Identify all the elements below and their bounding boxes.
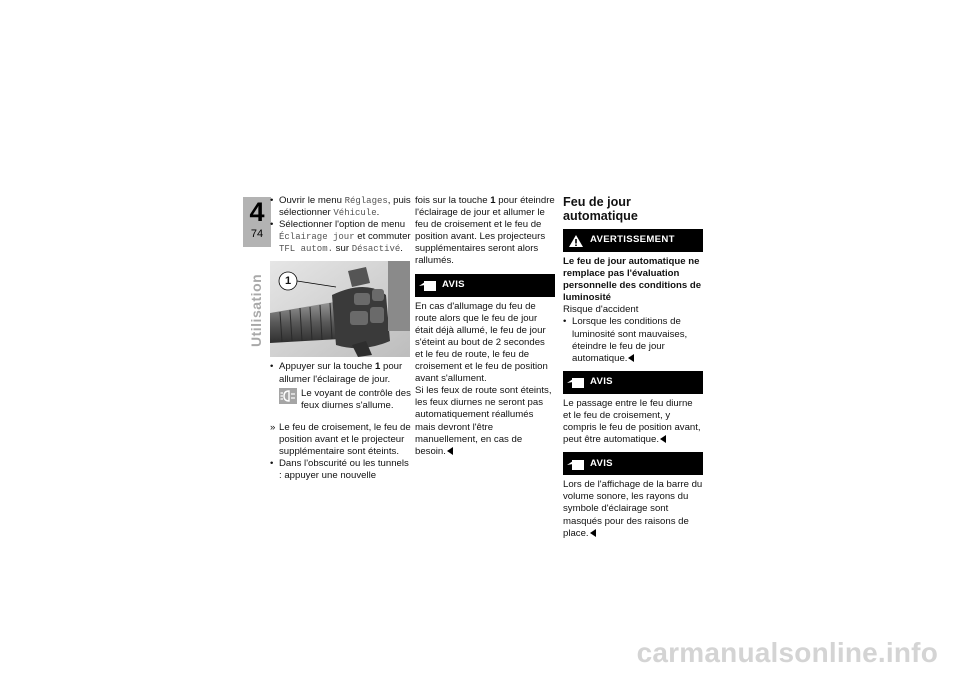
callout-number: 1 bbox=[284, 275, 292, 288]
warning-title: AVERTISSEMENT bbox=[590, 234, 675, 246]
indicator-text: Le voyant de contrôle des feux diurnes s'allume. bbox=[301, 387, 411, 411]
end-of-section-icon bbox=[590, 529, 596, 537]
end-of-section-icon bbox=[660, 435, 666, 443]
notice-box bbox=[415, 274, 555, 297]
warning-box bbox=[563, 229, 703, 252]
notice-title-1: AVIS bbox=[590, 376, 613, 388]
notice-2-text: Lors de l'affichage de la barre du volume sonore, les rayons du symbole d'éclairage sont masqués pour des raisons de place. bbox=[563, 479, 703, 539]
chapter-label: Utilisation bbox=[248, 273, 264, 347]
end-of-section-icon bbox=[447, 447, 453, 455]
menu-name: Réglages bbox=[344, 196, 388, 206]
key-number: 1 bbox=[375, 361, 381, 373]
column-2 bbox=[415, 195, 555, 458]
notice-text-1: En cas d'allumage du feu de route alors que le feu de jour était déjà allumé, le feu de jour s'éteint au bout de 2 secondes et le feu de route, le feu de croisement et le feu de position avant s'allument. bbox=[415, 300, 548, 385]
column-1 bbox=[270, 195, 412, 482]
hand-note-icon bbox=[418, 276, 438, 294]
warning-subhead: Le feu de jour automatique ne remplace pas l'évaluation personnelle des conditions de luminosité bbox=[563, 256, 702, 304]
continuation-text: fois sur la touche 1 pour éteindre l'éclairage de jour et allumer le feu de croisement et le feu de position avant. Les projecteurs supplémentaires seront alors rallumés. bbox=[415, 195, 555, 267]
option-from: TFL autom. bbox=[279, 244, 334, 255]
notice-box-1 bbox=[563, 371, 703, 394]
indicator-note bbox=[279, 388, 412, 412]
option-to: Désactivé bbox=[351, 244, 401, 255]
warning-risk: Risque d'accident bbox=[563, 304, 639, 316]
step-open-menu: • Ouvrir le menu Réglages, puis sélectionner Véhicule. bbox=[270, 195, 412, 219]
step-tunnel: • Dans l'obscurité ou les tunnels : appuyer une nouvelle bbox=[270, 458, 412, 482]
step-press-key: • Appuyer sur la touche 1 pour allumer l'éclairage de jour. bbox=[270, 361, 412, 385]
result-text: » Le feu de croisement, le feu de position avant et le projecteur supplémentaire sont éteints. bbox=[270, 422, 412, 458]
handlebar-switch-photo bbox=[270, 261, 410, 357]
daytime-running-light-icon bbox=[279, 388, 297, 404]
notice-title: AVIS bbox=[442, 279, 465, 291]
notice-title-2: AVIS bbox=[590, 457, 613, 469]
chapter-number: 4 bbox=[249, 197, 265, 227]
notice-box-2 bbox=[563, 452, 703, 475]
key-number-2: 1 bbox=[490, 195, 496, 206]
column-3 bbox=[563, 195, 703, 540]
hand-note-icon bbox=[566, 373, 586, 391]
notice-text-2: Si les feux de route sont éteints, les feux diurnes ne seront pas automatiquement réallumés mais devront l'être manuellement, en cas de besoin. bbox=[415, 385, 552, 457]
watermark: carmanualsonline.info bbox=[636, 637, 938, 668]
chapter-tab bbox=[243, 197, 271, 247]
option-name: Éclairage jour bbox=[279, 232, 355, 243]
menu-item: Véhicule bbox=[333, 208, 377, 219]
step-select-option: • Sélectionner l'option de menu Éclairage jour et commuter TFL autom. sur Désactivé. bbox=[270, 219, 412, 255]
section-heading: Feu de jour automatique bbox=[563, 195, 638, 223]
hand-note-icon bbox=[566, 455, 586, 473]
warning-instruction: • Lorsque les conditions de luminosité sont mauvaises, éteindre le feu de jour automatique. bbox=[563, 316, 703, 364]
end-of-section-icon bbox=[628, 354, 634, 362]
notice-1-text: Le passage entre le feu diurne et le feu de croisement, y compris le feu de position avant, peut être automatique. bbox=[563, 397, 701, 446]
warning-triangle-icon bbox=[566, 232, 586, 250]
page-number: 74 bbox=[250, 228, 264, 240]
